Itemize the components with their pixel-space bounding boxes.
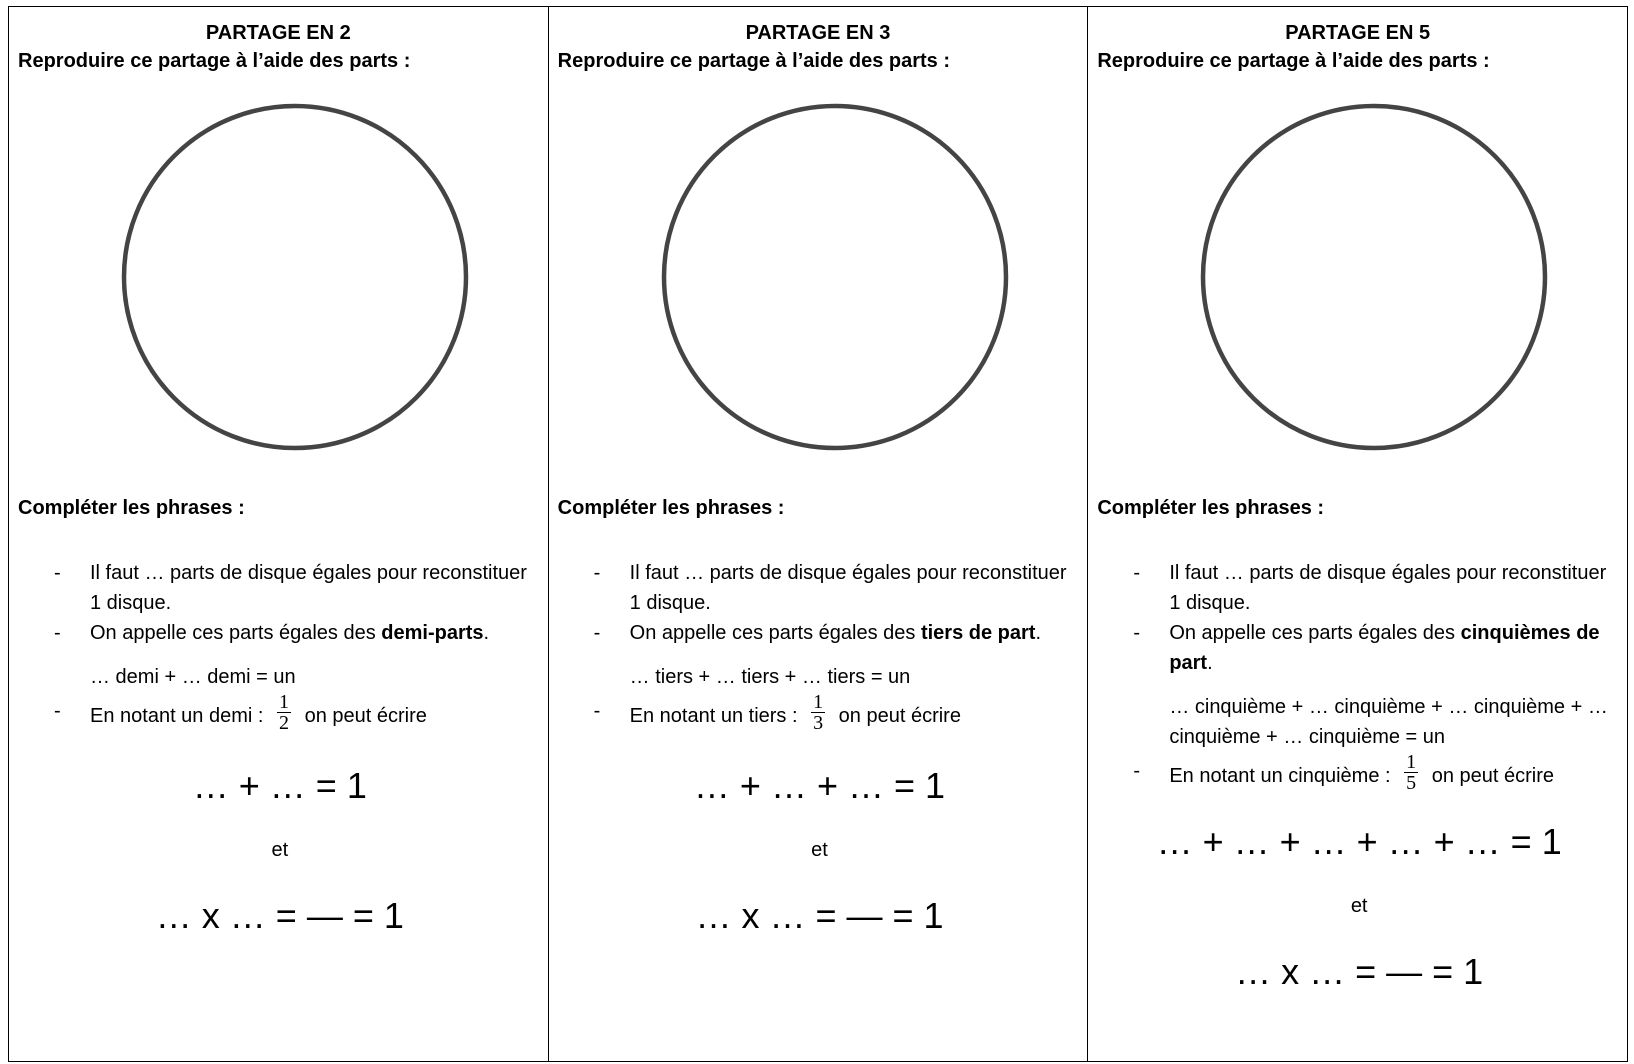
item-text: Il faut … parts de disque égales pour reconstituer 1 disque. bbox=[90, 562, 527, 614]
et-label: et bbox=[1350, 895, 1368, 917]
disc-circle bbox=[659, 101, 1011, 453]
list-item bbox=[1097, 618, 1621, 678]
sentence-list bbox=[18, 558, 542, 936]
bullet-dash: - bbox=[1133, 562, 1140, 584]
sentence-list bbox=[1097, 558, 1621, 992]
equation-sum: … + … = 1 bbox=[192, 765, 367, 806]
fraction bbox=[811, 692, 825, 733]
column-heading: PARTAGE EN 3 bbox=[745, 22, 891, 44]
list-item bbox=[1097, 751, 1621, 797]
fraction-numerator: 1 bbox=[813, 691, 824, 713]
list-item bbox=[18, 618, 542, 648]
item-text: On appelle ces parts égales des bbox=[90, 622, 382, 644]
worksheet-table bbox=[8, 6, 1628, 1062]
fraction-denominator: 5 bbox=[1406, 772, 1417, 794]
fraction-denominator: 2 bbox=[279, 712, 290, 734]
equation-product: … x … = — = 1 bbox=[155, 895, 404, 936]
et-label: et bbox=[271, 839, 289, 861]
instruction-text: Reproduire ce partage à l’aide des parts : bbox=[1097, 50, 1490, 72]
term-bold: cinquièmes de part bbox=[1169, 622, 1600, 674]
column-partage-3 bbox=[548, 7, 1088, 1062]
fraction-numerator: 1 bbox=[1406, 751, 1417, 773]
item-text: on peut écrire bbox=[304, 704, 427, 727]
disc-circle bbox=[1198, 101, 1550, 453]
item-text: . bbox=[483, 622, 490, 644]
column-heading: PARTAGE EN 5 bbox=[1285, 22, 1431, 44]
item-text: Il faut … parts de disque égales pour reconstituer 1 disque. bbox=[629, 562, 1067, 614]
list-item bbox=[558, 558, 1082, 618]
equation-product: … x … = — = 1 bbox=[1235, 951, 1484, 992]
equation-product: … x … = — = 1 bbox=[695, 895, 944, 936]
item-text: En notant un demi : bbox=[90, 704, 264, 727]
list-item bbox=[18, 558, 542, 618]
term-bold: demi-parts bbox=[381, 622, 484, 644]
column-partage-2 bbox=[9, 7, 549, 1062]
term-bold: tiers de part bbox=[920, 622, 1036, 644]
item-text: on peut écrire bbox=[838, 704, 961, 727]
sum-words: … cinquième + … cinquième + … cinquième + … cinquième + … cinquième = un bbox=[1169, 696, 1608, 748]
fraction bbox=[1404, 752, 1418, 793]
bullet-dash: - bbox=[593, 562, 601, 584]
item-text: Il faut … parts de disque égales pour reconstituer 1 disque. bbox=[1169, 562, 1607, 614]
column-partage-5 bbox=[1088, 7, 1628, 1062]
fraction bbox=[277, 692, 291, 733]
complete-title: Compléter les phrases : bbox=[1097, 497, 1325, 519]
item-text: On appelle ces parts égales des bbox=[1169, 622, 1461, 644]
column-heading: PARTAGE EN 2 bbox=[205, 22, 351, 44]
fraction-denominator: 3 bbox=[813, 712, 824, 734]
item-text: on peut écrire bbox=[1431, 764, 1554, 787]
item-text: On appelle ces parts égales des bbox=[629, 622, 921, 644]
item-text: . bbox=[1207, 652, 1213, 674]
item-text: En notant un cinquième : bbox=[1169, 764, 1391, 787]
fraction-numerator: 1 bbox=[279, 691, 290, 713]
item-text: . bbox=[1035, 622, 1041, 644]
instruction-text: Reproduire ce partage à l’aide des parts : bbox=[18, 50, 411, 72]
equation-sum: … + … + … + … + … = 1 bbox=[1156, 821, 1562, 862]
instruction-text: Reproduire ce partage à l’aide des parts : bbox=[557, 50, 951, 72]
sentence-list bbox=[558, 558, 1082, 936]
complete-title: Compléter les phrases : bbox=[18, 497, 245, 519]
bullet-dash: - bbox=[54, 562, 61, 584]
bullet-dash: - bbox=[54, 622, 61, 644]
sum-words: … demi + … demi = un bbox=[90, 666, 296, 688]
bullet-dash: - bbox=[1133, 622, 1140, 644]
bullet-dash: - bbox=[1133, 760, 1140, 782]
list-item bbox=[558, 691, 1082, 737]
complete-title: Compléter les phrases : bbox=[557, 497, 785, 519]
disc-circle bbox=[119, 101, 471, 453]
bullet-dash: - bbox=[54, 700, 61, 722]
list-item bbox=[18, 691, 542, 737]
et-label: et bbox=[811, 839, 828, 861]
bullet-dash: - bbox=[593, 700, 601, 722]
list-item bbox=[558, 618, 1082, 648]
item-text: En notant un tiers : bbox=[629, 704, 798, 727]
bullet-dash: - bbox=[593, 622, 601, 644]
sum-words: … tiers + … tiers + … tiers = un bbox=[629, 666, 911, 688]
list-item bbox=[1097, 558, 1621, 618]
equation-sum: … + … + … = 1 bbox=[693, 765, 946, 806]
